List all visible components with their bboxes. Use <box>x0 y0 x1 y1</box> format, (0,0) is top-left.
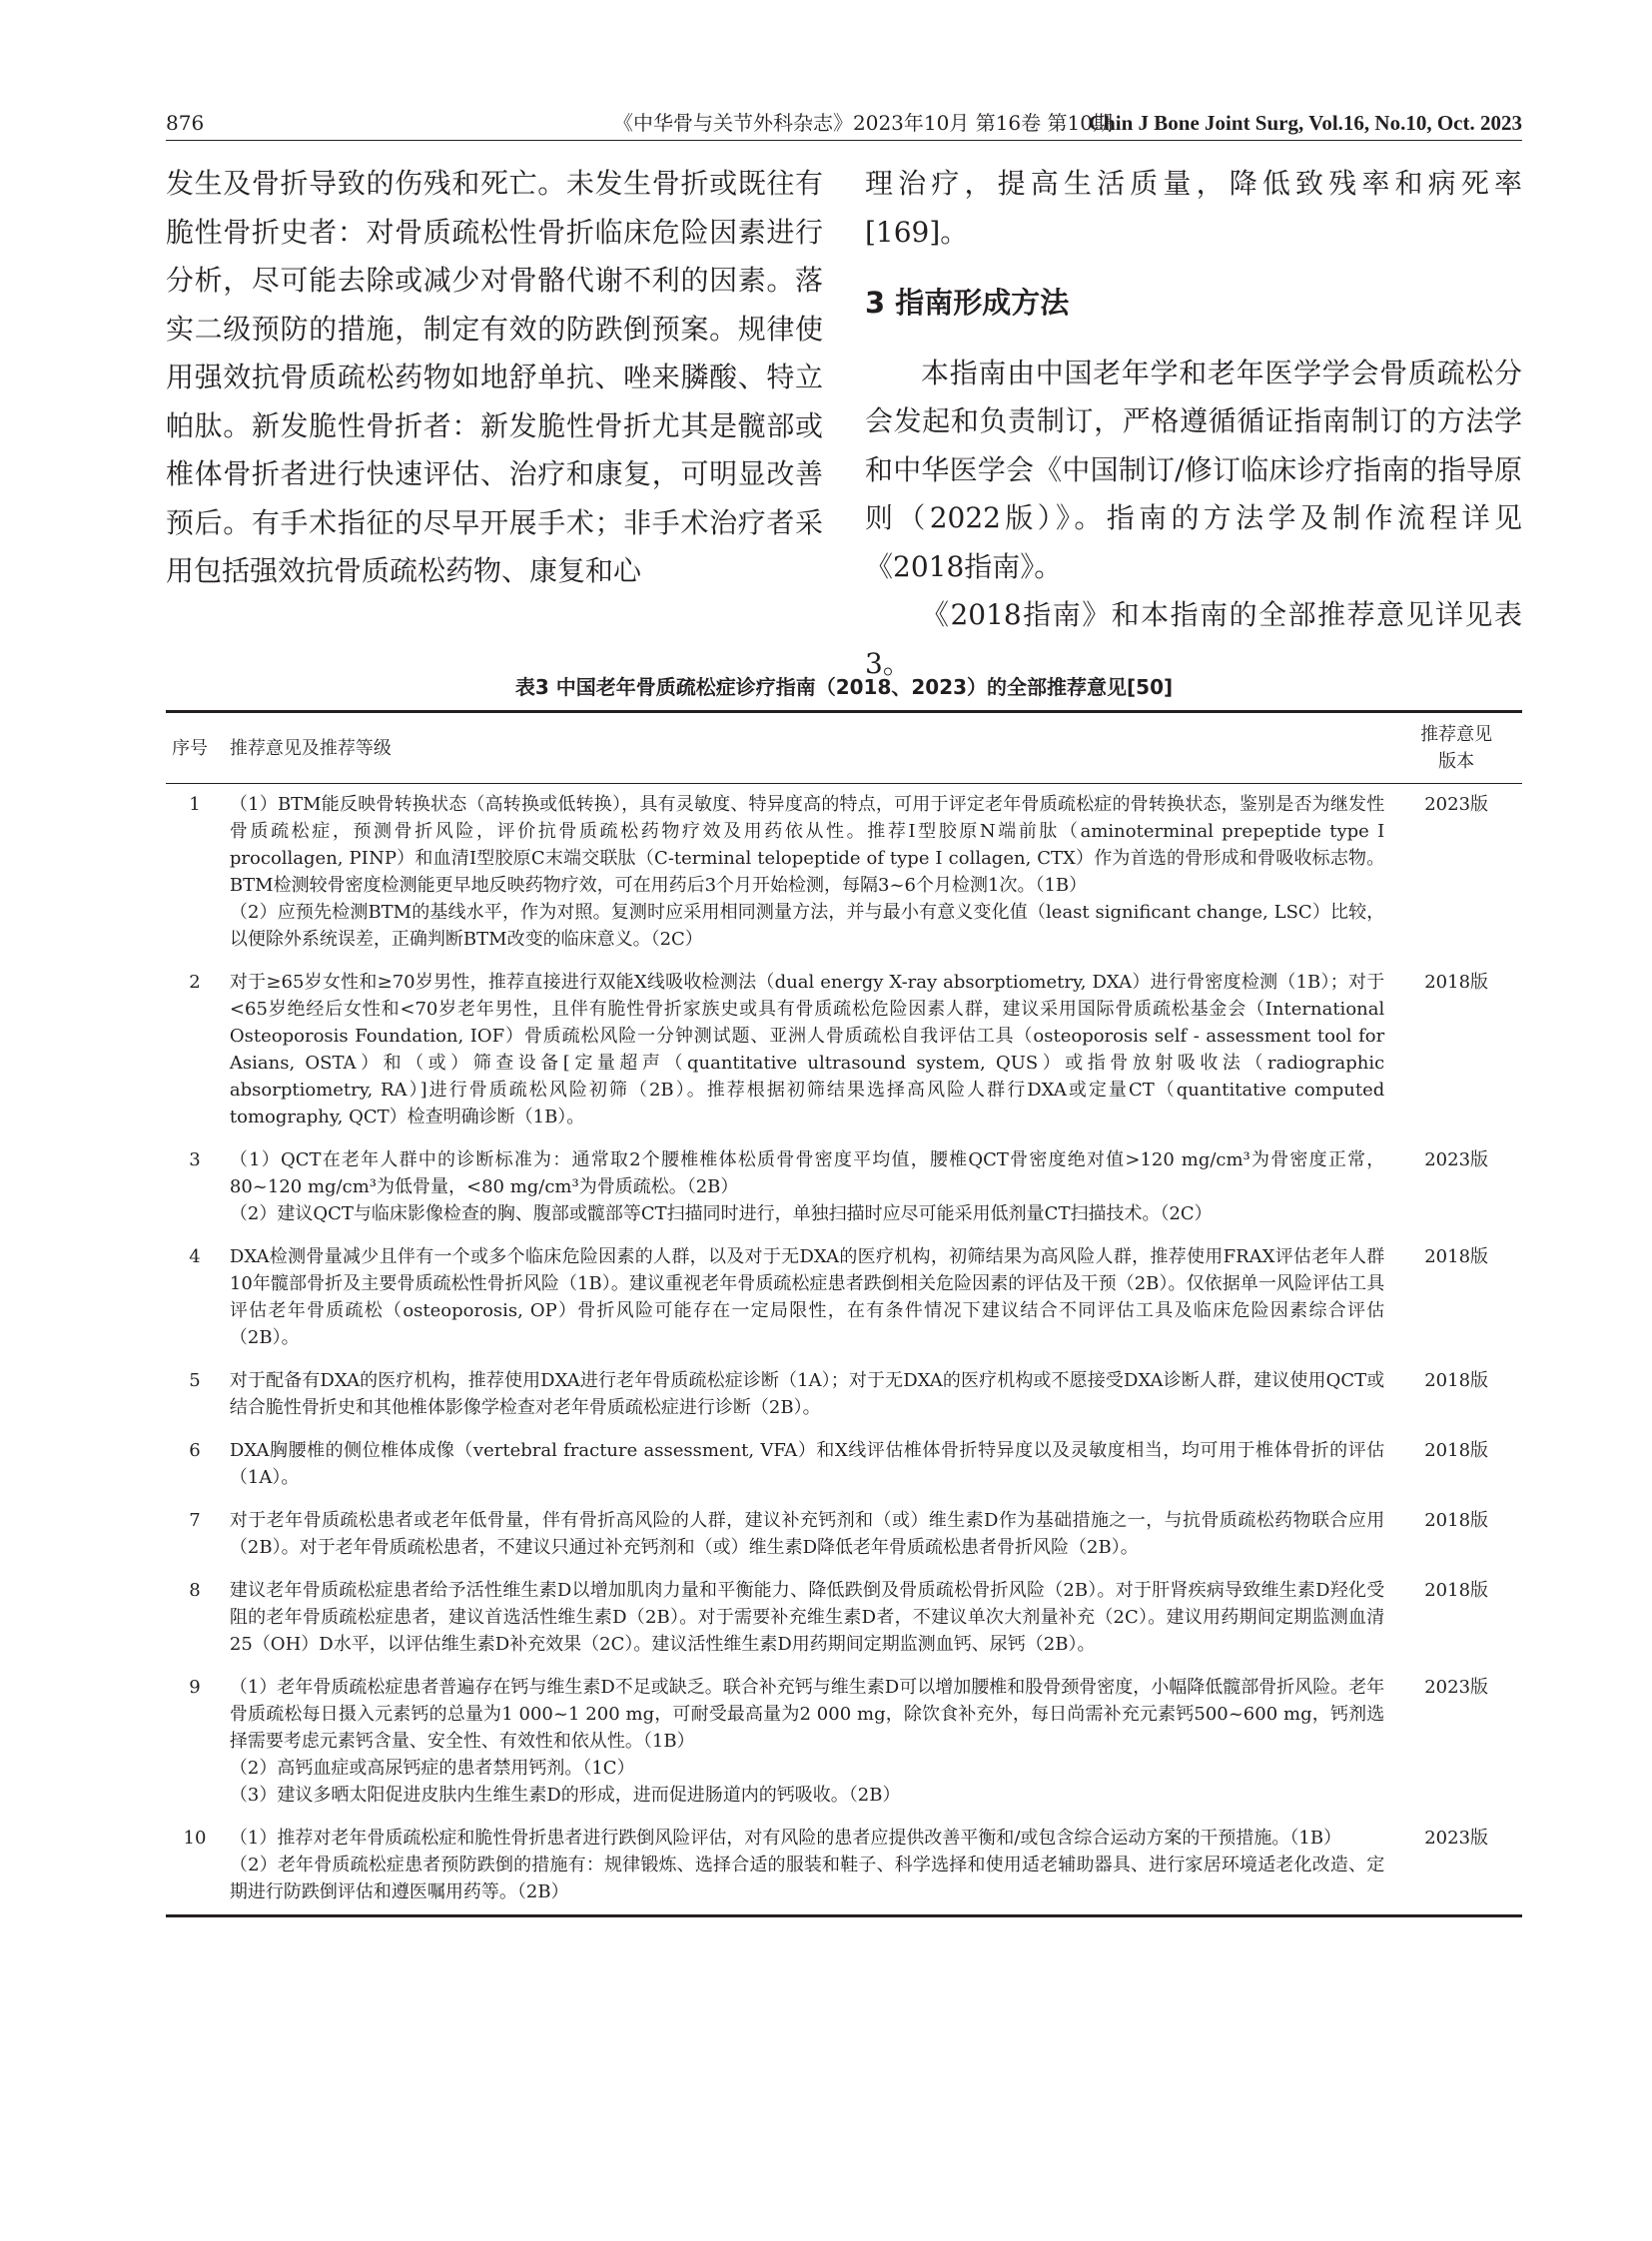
recommendation-cell <box>224 1360 1390 1430</box>
recommendation-text: 对于配备有DXA的医疗机构，推荐使用DXA进行老年骨质疏松症诊断（1A）；对于无DXA的医疗机构或不愿接受DXA诊断人群，建议使用QCT或结合脆性骨折史和其他椎体影像学检查对老年骨质疏松症进行诊断（2B）。 <box>229 1370 1385 1418</box>
version-cell: 2018版 <box>1424 1580 1489 1601</box>
recommendation-text: （2）建议QCT与临床影像检查的胸、腹部或髋部等CT扫描同时进行，单独扫描时应尽可能采用低剂量CT扫描技术。（2C） <box>229 1203 1213 1224</box>
recommendation-text: 建议老年骨质疏松症患者给予活性维生素D以增加肌肉力量和平衡能力、降低跌倒及骨质疏松骨折风险（2B）。对于肝肾疾病导致维生素D羟化受阻的老年骨质疏松症患者，建议首选活性维生素D（2B）。对于需要补充维生素D者，不建议单次大剂量补充（2C）。建议用药期间定期监测血清25（OH）D水平，以评估维生素D补充效果（2C）。建议活性维生素D用药期间定期监测血钙、尿钙（2B）。 <box>229 1580 1385 1655</box>
journal-title-cn: 《中华骨与关节外科杂志》2023年10月 第16卷 第10期 <box>613 111 1113 135</box>
body-paragraph: 本指南由中国老年学和老年医学学会骨质疏松分会发起和负责制订，严格遵循循证指南制订的方法学和中华医学会《中国制订/修订临床诊疗指南的指导原则（2022版）》。指南的方法学及制作流程详见《2018指南》。 <box>865 356 1522 583</box>
section-heading: 3 指南形成方法 <box>865 286 1070 320</box>
recommendation-text: （1）QCT在老年人群中的诊断标准为：通常取2个腰椎椎体松质骨骨密度平均值，腰椎QCT骨密度绝对值>120 mg/cm³为骨密度正常，80~120 mg/cm³为低骨量，<80 mg/cm³为骨质疏松。（2B） <box>229 1149 1385 1197</box>
version-cell: 2018版 <box>1424 1246 1489 1267</box>
right-column <box>865 160 1522 688</box>
column-header-version-line2: 版本 <box>1438 751 1475 772</box>
table-caption: 表3 中国老年骨质疏松症诊疗指南（2018、2023）的全部推荐意见[50] <box>514 675 1174 699</box>
row-number: 7 <box>189 1510 201 1531</box>
row-number: 8 <box>189 1580 201 1601</box>
row-number: 2 <box>189 972 201 993</box>
recommendation-text: （3）建议多晒太阳促进皮肤内生维生素D的形成，进而促进肠道内的钙吸收。（2B） <box>229 1785 901 1806</box>
recommendation-cell <box>224 1570 1390 1667</box>
version-cell: 2018版 <box>1424 1440 1489 1461</box>
version-cell: 2018版 <box>1424 972 1489 993</box>
recommendation-cell <box>224 1430 1390 1500</box>
recommendation-text: （2）老年骨质疏松症患者预防跌倒的措施有：规律锻炼、选择合适的服装和鞋子、科学选择和使用适老辅助器具、进行家居环境适老化改造、定期进行防跌倒评估和遵医嘱用药等。（2B） <box>229 1855 1385 1902</box>
recommendation-text: 对于≥65岁女性和≥70岁男性，推荐直接进行双能X线吸收检测法（dual energy X-ray absorptiometry, DXA）进行骨密度检测（1B）；对于<65岁绝经后女性和<70岁老年男性，且伴有脆性骨折家族史或具有骨质疏松危险因素人群，建议采用国际骨质疏松基金会（International Osteoporosis Foundation, IOF）骨质疏松风险一分钟测试题、亚洲人骨质疏松自我评估工具（osteoporosis self - assessment tool for Asians, OSTA）和（或）筛查设备[定量超声（quantitative ultrasound system, QUS）或指骨放射吸收法（radiographic absorptiometry, RA）]进行骨质疏松风险初筛（2B）。推荐根据初筛结果选择高风险人群行DXA或定量CT（quantitative computed tomography, QCT）检查明确诊断（1B）。 <box>229 972 1385 1127</box>
table-row <box>166 1667 1522 1818</box>
recommendation-text: 对于老年骨质疏松患者或老年低骨量，伴有骨折高风险的人群，建议补充钙剂和（或）维生素D作为基础措施之一，与抗骨质疏松药物联合应用（2B）。对于老年骨质疏松患者，不建议只通过补充钙剂和（或）维生素D降低老年骨质疏松患者骨折风险（2B）。 <box>229 1510 1385 1558</box>
row-number: 10 <box>183 1828 207 1849</box>
table-row <box>166 1236 1522 1360</box>
running-header <box>166 106 1522 141</box>
table-row <box>166 962 1522 1139</box>
recommendation-cell <box>224 1667 1390 1818</box>
version-cell: 2018版 <box>1424 1510 1489 1531</box>
column-header-version <box>1390 712 1522 784</box>
recommendation-cell <box>224 1236 1390 1360</box>
page-number: 876 <box>166 111 205 135</box>
version-cell: 2018版 <box>1424 1370 1489 1391</box>
body-paragraph: 发生及骨折导致的伤残和死亡。未发生骨折或既往有脆性骨折史者：对骨质疏松性骨折临床危险因素进行分析，尽可能去除或减少对骨骼代谢不利的因素。落实二级预防的措施，制定有效的防跌倒预案。规律使用强效抗骨质疏松药物如地舒单抗、唑来膦酸、特立帕肽。新发脆性骨折者：新发脆性骨折尤其是髋部或椎体骨折者进行快速评估、治疗和康复，可明显改善预后。有手术指征的尽早开展手术；非手术治疗者采用包括强效抗骨质疏松药物、康复和心 <box>166 167 823 587</box>
recommendation-cell <box>224 962 1390 1139</box>
table-row <box>166 1500 1522 1570</box>
version-cell: 2023版 <box>1424 794 1489 815</box>
journal-title-en: Chin J Bone Joint Surg, Vol.16, No.10, Oct. 2023 <box>1088 111 1522 135</box>
row-number: 4 <box>189 1246 201 1267</box>
table-row <box>166 1430 1522 1500</box>
row-number: 5 <box>189 1370 201 1391</box>
table-row <box>166 1818 1522 1916</box>
table-row <box>166 1570 1522 1667</box>
column-header-version-line1: 推荐意见 <box>1420 724 1493 745</box>
table-body <box>166 784 1522 1916</box>
recommendation-cell <box>224 784 1390 963</box>
row-number: 3 <box>189 1149 201 1170</box>
recommendation-text: （2）高钙血症或高尿钙症的患者禁用钙剂。（1C） <box>229 1758 635 1779</box>
table-row <box>166 784 1522 963</box>
recommendation-cell <box>224 1500 1390 1570</box>
body-paragraph: 《2018指南》和本指南的全部推荐意见详见表3。 <box>865 598 1522 680</box>
version-cell: 2023版 <box>1424 1677 1489 1698</box>
recommendations-table <box>166 710 1522 1917</box>
recommendation-text: DXA检测骨量减少且伴有一个或多个临床危险因素的人群，以及对于无DXA的医疗机构，初筛结果为高风险人群，推荐使用FRAX评估老年人群10年髋部骨折及主要骨质疏松性骨折风险（1B）。建议重视老年骨质疏松症患者跌倒相关危险因素的评估及干预（2B）。仅依据单一风险评估工具评估老年骨质疏松（osteoporosis, OP）骨折风险可能存在一定局限性，在有条件情况下建议结合不同评估工具及临床危险因素综合评估（2B）。 <box>229 1246 1385 1348</box>
recommendation-text: （1）推荐对老年骨质疏松症和脆性骨折患者进行跌倒风险评估，对有风险的患者应提供改善平衡和/或包含综合运动方案的干预措施。（1B） <box>229 1828 1342 1849</box>
recommendation-text: （1）BTM能反映骨转换状态（高转换或低转换），具有灵敏度、特异度高的特点，可用于评定老年骨质疏松症的骨转换状态，鉴别是否为继发性骨质疏松症，预测骨折风险，评价抗骨质疏松药物疗效及用药依从性。推荐Ⅰ型胶原N端前肽（aminoterminal prepeptide type Ⅰ procollagen, PⅠNP）和血清Ⅰ型胶原C末端交联肽（C-terminal telopeptide of type Ⅰ collagen, CTX）作为首选的骨形成和骨吸收标志物。BTM检测较骨密度检测能更早地反映药物疗效，可在用药后3个月开始检测，每隔3~6个月检测1次。（1B） <box>229 794 1385 896</box>
column-header-recommendation: 推荐意见及推荐等级 <box>229 737 392 759</box>
row-number: 6 <box>189 1440 201 1461</box>
version-cell: 2023版 <box>1424 1828 1489 1849</box>
left-column <box>166 160 823 596</box>
row-number: 1 <box>189 794 201 815</box>
recommendation-cell <box>224 1818 1390 1916</box>
table-header-row <box>166 712 1522 784</box>
recommendation-text: （1）老年骨质疏松症患者普遍存在钙与维生素D不足或缺乏。联合补充钙与维生素D可以增加腰椎和股骨颈骨密度，小幅降低髋部骨折风险。老年骨质疏松每日摄入元素钙的总量为1 000~1 200 mg，可耐受最高量为2 000 mg，除饮食补充外，每日尚需补充元素钙500~600 mg，钙剂选择需要考虑元素钙含量、安全性、有效性和依从性。（1B） <box>229 1677 1385 1752</box>
recommendation-text: DXA胸腰椎的侧位椎体成像（vertebral fracture assessment, VFA）和X线评估椎体骨折特异度以及灵敏度相当，均可用于椎体骨折的评估（1A）。 <box>229 1440 1385 1488</box>
version-cell: 2023版 <box>1424 1149 1489 1170</box>
recommendation-text: （2）应预先检测BTM的基线水平，作为对照。复测时应采用相同测量方法，并与最小有意义变化值（least significant change, LSC）比较，以便除外系统误差，正确判断BTM改变的临床意义。（2C） <box>229 902 1385 950</box>
recommendation-cell <box>224 1139 1390 1236</box>
body-paragraph-continuation: 理治疗，提高生活质量，降低致残率和病死率[169]。 <box>865 167 1522 249</box>
table-row <box>166 1360 1522 1430</box>
column-header-number: 序号 <box>172 737 208 759</box>
recommendations-table-wrapper <box>166 710 1522 1917</box>
table-row <box>166 1139 1522 1236</box>
row-number: 9 <box>189 1677 201 1698</box>
